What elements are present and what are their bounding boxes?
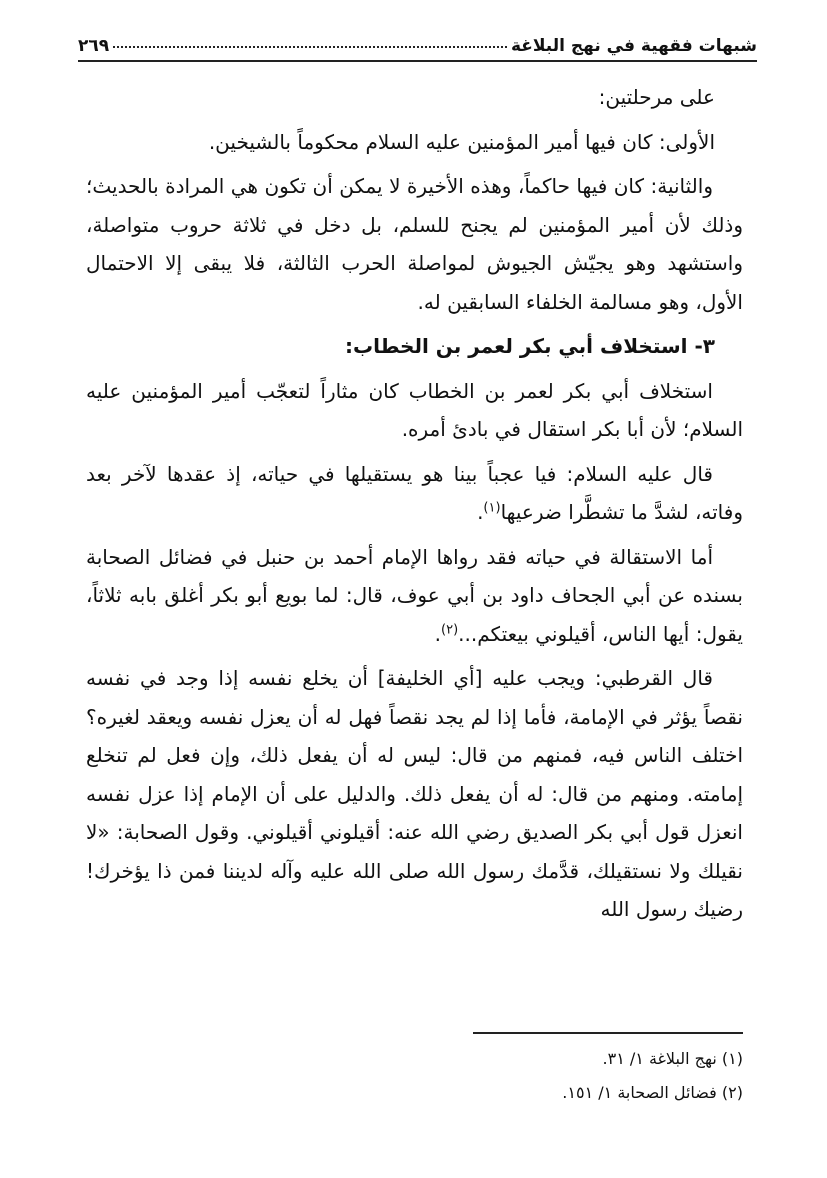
footnote-item: (١) نهج البلاغة ١/ ٣١.: [602, 1049, 743, 1068]
paragraph-text: أما الاستقالة في حياته فقد رواها الإمام أحمد بن حنبل في فضائل الصحابة بسنده عن أبي الجحاف داود بن أبي عوف، قال: لما بويع أبو بكر أغلق بابه ثلاثاً، يقول: أيها الناس، أقيلوني بيعتكم...: [86, 544, 743, 646]
paragraph: والثانية: كان فيها حاكماً، وهذه الأخيرة لا يمكن أن تكون هي المرادة بالحديث؛ وذلك لأن أمير المؤمنين لم يجنح للسلم، بل دخل في ثلاثة حروب متواصلة، واستشهد وهو يجيّش الجيوش لمواصلة الحرب الثالثة، فلا يبقى إلا الاحتمال الأول، وهو مسالمة الخلفاء السابقين له.: [86, 174, 743, 314]
footnote-item: (٢) فضائل الصحابة ١/ ١٥١.: [562, 1083, 743, 1102]
footnote-ref: (٢): [441, 621, 459, 637]
paragraph: الأولى: كان فيها أمير المؤمنين عليه السلام محكوماً بالشيخين.: [208, 129, 715, 154]
footnotes: [86, 1042, 743, 1110]
paragraph: قال القرطبي: ويجب عليه [أي الخليفة] أن يخلع نفسه إذا وجد في نفسه نقصاً يؤثر في الإمامة، فأما إذا لم يجد نقصاً فهل له أن يعزل نفسه ويعقد لغيره؟ اختلف الناس فيه، فمنهم من قال: ليس له أن يفعل ذلك، وإن فعل لم تنخلع إمامته. ومنهم من قال: له أن يفعل ذلك. والدليل على أن الإمام إذا عزل نفسه انعزل قول أبي بكر الصديق رضي الله عنه: أقيلوني أقيلوني. وقول الصحابة: «لا نقيلك ولا نستقيلك، قدَّمك رسول الله صلى الله عليه وآله لديننا فمن ذا يؤخرك! رضيك رسول الله: [86, 666, 743, 921]
footnote-separator: [473, 1032, 743, 1034]
paragraph: قال عليه السلام: فيا عجباً بينا هو يستقيلها في حياته، إذ عقدها لآخر بعد وفاته، لشدَّ ما تشطَّرا ضرعيها$^{(١)}$.: [86, 461, 743, 524]
section-heading: ٣- استخلاف أبي بكر لعمر بن الخطاب:: [344, 334, 715, 358]
footnote-ref: (١): [483, 500, 501, 516]
main-text: [86, 78, 743, 935]
running-title: شبهات فقهية في نهج البلاغة: [510, 36, 757, 56]
leader-dots: [113, 46, 507, 48]
paragraph: استخلاف أبي بكر لعمر بن الخطاب كان مثاراً لتعجّب أمير المؤمنين عليه السلام؛ لأن أبا بكر استقال في بادئ أمره.: [86, 378, 743, 441]
page-number: ٢٦٩: [78, 36, 110, 56]
paragraph: على مرحلتين:: [598, 85, 715, 109]
running-header: [78, 28, 757, 62]
paragraph: أما الاستقالة في حياته فقد رواها الإمام أحمد بن حنبل في فضائل الصحابة بسنده عن أبي الجحاف داود بن أبي عوف، قال: لما بويع أبو بكر أغلق بابه ثلاثاً، يقول: أيها الناس، أقيلوني بيعتكم...$^{(٢)}$.: [86, 544, 743, 646]
paragraph-text: قال عليه السلام: فيا عجباً بينا هو يستقيلها في حياته، إذ عقدها لآخر بعد وفاته، لشدَّ ما تشطَّرا ضرعيها: [86, 461, 743, 524]
